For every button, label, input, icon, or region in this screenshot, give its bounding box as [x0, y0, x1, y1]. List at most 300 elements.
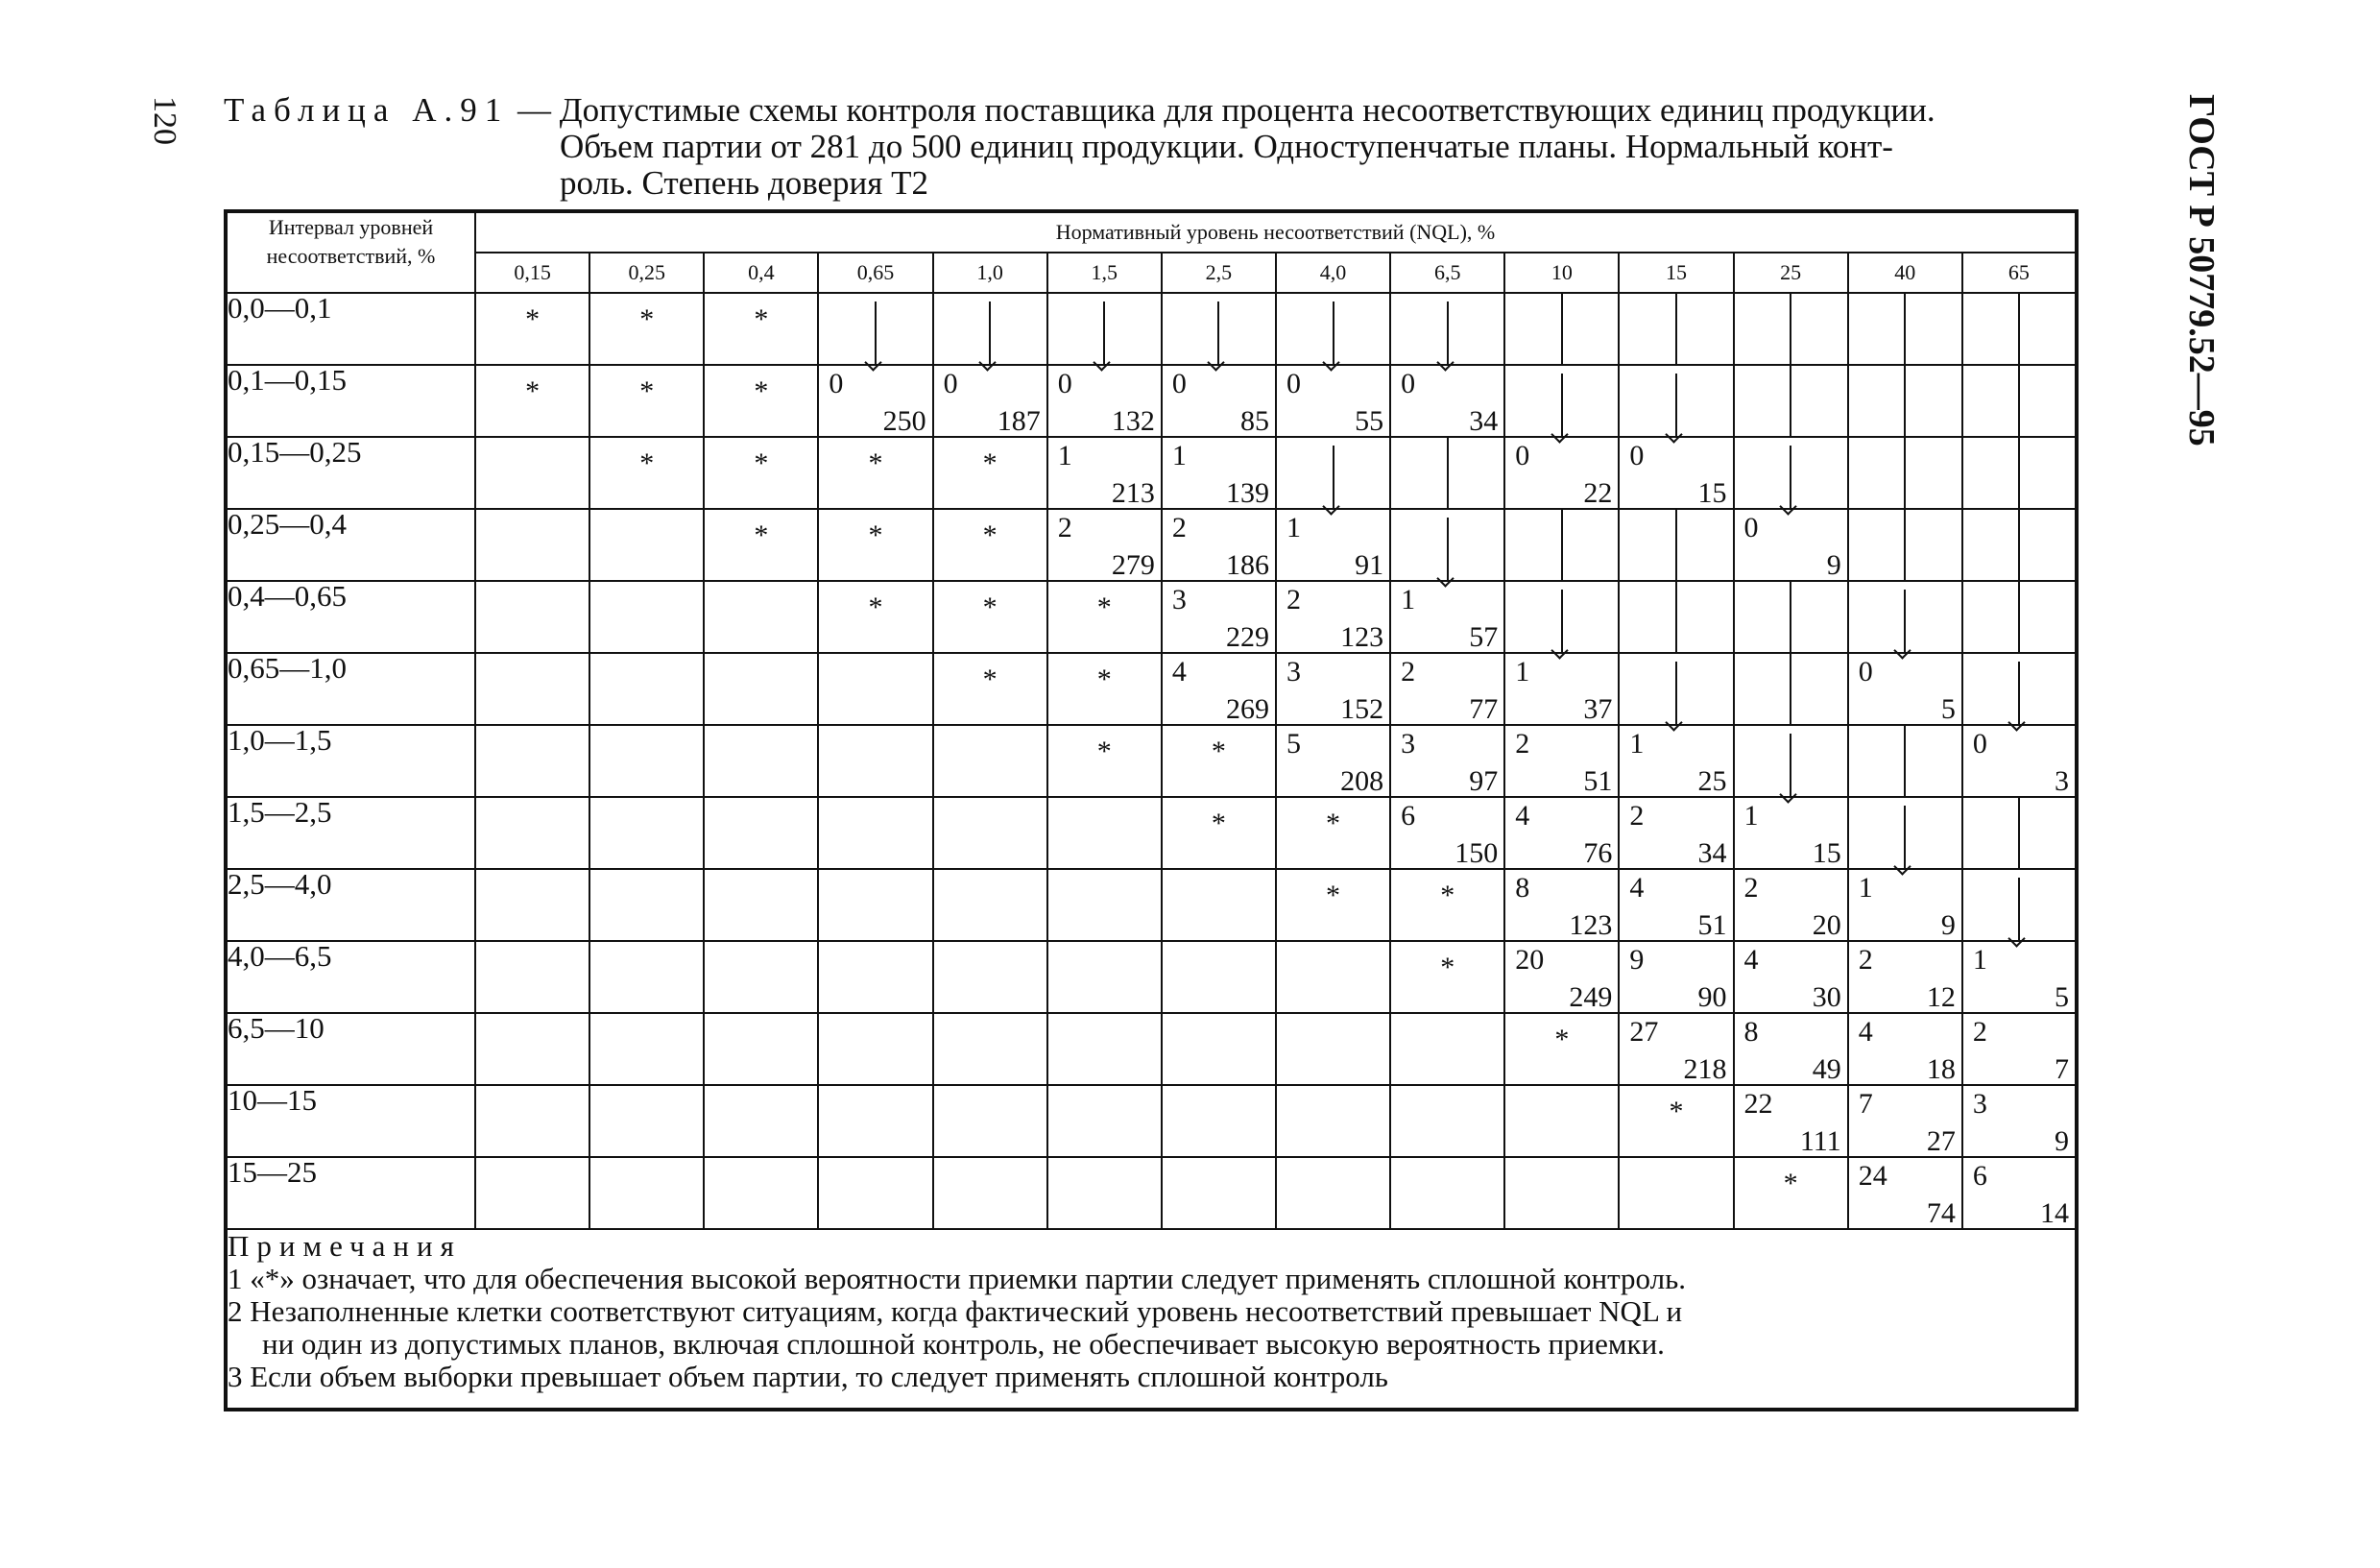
sample-size: 51 [1697, 909, 1727, 941]
sample-size: 14 [2040, 1197, 2069, 1229]
interval-label: 0,25—0,4 [226, 509, 475, 581]
acceptance-number: 1 [1858, 872, 1873, 904]
acceptance-number: 0 [943, 368, 958, 399]
plan-cell [475, 797, 589, 869]
full-inspection-mark: * [754, 519, 769, 551]
sample-size: 152 [1340, 693, 1384, 725]
plan-cell [1962, 653, 2077, 725]
acceptance-number: 0 [1057, 368, 1072, 399]
down-arrow-icon [1447, 302, 1449, 365]
arrow-line-icon [2018, 582, 2020, 652]
plan-cell [1390, 1157, 1504, 1229]
acceptance-number: 4 [1515, 800, 1530, 832]
plan-cell [1047, 293, 1162, 365]
full-inspection-mark: * [639, 375, 655, 407]
plan-cell [589, 581, 704, 653]
sample-size: 218 [1683, 1053, 1727, 1085]
sample-size: 74 [1926, 1197, 1956, 1229]
down-arrow-icon [2018, 662, 2020, 725]
sample-size: 187 [997, 405, 1041, 437]
plan-cell [1619, 293, 1733, 365]
arrow-line-icon [1904, 510, 1906, 580]
full-inspection-mark: * [1211, 736, 1226, 767]
plan-cell [475, 437, 589, 509]
acceptance-number: 2 [1286, 584, 1301, 615]
acceptance-number: 0 [1401, 368, 1416, 399]
sample-size: 208 [1340, 765, 1384, 797]
sample-size: 229 [1225, 621, 1269, 653]
plan-cell [589, 365, 704, 437]
plan-cell [1848, 869, 1962, 941]
sample-size: 57 [1469, 621, 1499, 653]
sample-size: 91 [1355, 549, 1384, 581]
plan-cell [1619, 1157, 1733, 1229]
plan-cell [1276, 293, 1390, 365]
plan-cell [933, 293, 1047, 365]
sample-size: 249 [1569, 981, 1613, 1013]
arrow-line-icon [2018, 510, 2020, 580]
plan-cell [1619, 365, 1733, 437]
plan-cell [475, 581, 589, 653]
plan-cell [589, 293, 704, 365]
plan-cell [1734, 509, 1848, 581]
plan-cell [818, 1013, 932, 1085]
plan-cell [1047, 581, 1162, 653]
sample-size: 27 [1926, 1125, 1956, 1157]
plan-cell [1619, 869, 1733, 941]
plan-cell [1848, 365, 1962, 437]
plan-cell [933, 653, 1047, 725]
plan-cell [1848, 437, 1962, 509]
plan-cell [1390, 941, 1504, 1013]
plan-cell [818, 293, 932, 365]
plan-cell [1390, 581, 1504, 653]
nql-column-header: 0,65 [818, 253, 932, 293]
plan-cell [1848, 293, 1962, 365]
table-caption [224, 92, 2077, 202]
acceptance-number: 3 [1401, 728, 1416, 760]
sample-size: 49 [1812, 1053, 1841, 1085]
plan-cell [704, 437, 818, 509]
plan-cell [1390, 725, 1504, 797]
nql-column-header: 6,5 [1390, 253, 1504, 293]
sample-size: 9 [2055, 1125, 2069, 1157]
arrow-line-icon [1904, 726, 1906, 796]
acceptance-number: 2 [1515, 728, 1530, 760]
plan-cell [818, 509, 932, 581]
plan-cell [1619, 581, 1733, 653]
nql-column-header: 0,4 [704, 253, 818, 293]
plan-cell [933, 1013, 1047, 1085]
plan-cell [933, 869, 1047, 941]
plan-cell [1734, 293, 1848, 365]
plan-cell [1276, 1085, 1390, 1157]
acceptance-number: 8 [1743, 1016, 1759, 1048]
down-arrow-icon [1333, 446, 1334, 509]
plan-cell [704, 725, 818, 797]
table-row [226, 797, 2077, 869]
sample-size: 5 [2055, 981, 2069, 1013]
arrow-line-icon [1675, 582, 1677, 652]
arrow-line-icon [1675, 510, 1677, 580]
full-inspection-mark: * [525, 303, 541, 335]
plan-cell [933, 365, 1047, 437]
sample-size: 111 [1799, 1125, 1841, 1157]
nql-columns-row [226, 253, 2077, 293]
plan-cell [1162, 725, 1276, 797]
full-inspection-mark: * [982, 447, 998, 479]
interval-label: 1,5—2,5 [226, 797, 475, 869]
full-inspection-mark: * [1669, 1096, 1684, 1127]
sample-size: 85 [1239, 405, 1269, 437]
plan-cell [704, 797, 818, 869]
table-body [226, 293, 2077, 1229]
plan-cell [1390, 653, 1504, 725]
full-inspection-mark: * [754, 303, 769, 335]
acceptance-number: 3 [1286, 656, 1301, 688]
acceptance-number: 1 [1629, 728, 1645, 760]
acceptance-number: 3 [1972, 1088, 1987, 1120]
sample-size: 97 [1469, 765, 1499, 797]
interval-label: 1,0—1,5 [226, 725, 475, 797]
arrow-line-icon [1790, 294, 1791, 364]
acceptance-number: 2 [1858, 944, 1873, 976]
plan-cell [1848, 797, 1962, 869]
acceptance-number: 1 [1286, 512, 1301, 543]
acceptance-number: 2 [1057, 512, 1072, 543]
plan-cell [1734, 437, 1848, 509]
plan-cell [1734, 653, 1848, 725]
plan-cell [704, 1157, 818, 1229]
full-inspection-mark: * [525, 375, 541, 407]
acceptance-number: 0 [1858, 656, 1873, 688]
plan-cell [475, 293, 589, 365]
plan-cell [1734, 581, 1848, 653]
full-inspection-mark: * [1440, 880, 1455, 911]
plan-cell [1619, 1013, 1733, 1085]
sample-size: 18 [1926, 1053, 1956, 1085]
down-arrow-icon [1904, 590, 1906, 653]
full-inspection-mark: * [868, 519, 883, 551]
sample-size: 76 [1583, 837, 1613, 869]
down-arrow-icon [1904, 806, 1906, 869]
plan-cell [1162, 1085, 1276, 1157]
plan-cell [933, 725, 1047, 797]
acceptance-number: 7 [1858, 1088, 1873, 1120]
acceptance-number: 2 [1629, 800, 1645, 832]
sample-size: 51 [1583, 765, 1613, 797]
notes-title: Примечания [228, 1229, 462, 1263]
full-inspection-mark: * [754, 447, 769, 479]
plan-cell [1276, 509, 1390, 581]
plan-cell [589, 797, 704, 869]
plan-cell [1162, 797, 1276, 869]
plan-cell [1162, 581, 1276, 653]
acceptance-number: 3 [1171, 584, 1187, 615]
nql-column-header: 65 [1962, 253, 2077, 293]
acceptance-number: 0 [1972, 728, 1987, 760]
full-inspection-mark: * [1096, 591, 1112, 623]
plan-cell [1276, 365, 1390, 437]
plan-cell [1047, 941, 1162, 1013]
plan-cell [1390, 797, 1504, 869]
table-row [226, 581, 2077, 653]
plan-cell [818, 653, 932, 725]
plan-cell [704, 509, 818, 581]
down-arrow-icon [1561, 374, 1563, 437]
plan-cell [589, 1157, 704, 1229]
plan-cell [1047, 1013, 1162, 1085]
acceptance-number: 1 [1401, 584, 1416, 615]
interval-label: 2,5—4,0 [226, 869, 475, 941]
plan-cell [475, 1085, 589, 1157]
plan-cell [1619, 653, 1733, 725]
sample-size: 77 [1469, 693, 1499, 725]
plan-cell [1047, 1085, 1162, 1157]
arrow-line-icon [2018, 294, 2020, 364]
plan-cell [1047, 725, 1162, 797]
table-row [226, 293, 2077, 365]
plan-cell [1734, 1013, 1848, 1085]
plan-cell [589, 1013, 704, 1085]
plan-cell [818, 365, 932, 437]
plan-cell [1734, 1085, 1848, 1157]
plan-cell [1962, 725, 2077, 797]
acceptance-number: 0 [1629, 440, 1645, 471]
full-inspection-mark: * [754, 375, 769, 407]
arrow-line-icon [1447, 438, 1449, 508]
plan-cell [1162, 941, 1276, 1013]
acceptance-number: 2 [1743, 872, 1759, 904]
plan-cell [1962, 509, 2077, 581]
arrow-line-icon [1904, 294, 1906, 364]
plan-cell [1276, 581, 1390, 653]
sample-size: 90 [1697, 981, 1727, 1013]
arrow-line-icon [2018, 438, 2020, 508]
nql-column-header: 4,0 [1276, 253, 1390, 293]
plan-cell [1162, 293, 1276, 365]
note-2a: 2 Незаполненные клетки соответствуют ситуациям, когда фактический уровень несоответствий превышает NQL и [228, 1294, 1683, 1328]
sample-size: 279 [1111, 549, 1155, 581]
acceptance-number: 0 [829, 368, 844, 399]
acceptance-number: 24 [1858, 1160, 1887, 1192]
acceptance-number: 22 [1743, 1088, 1773, 1120]
plan-cell [475, 1157, 589, 1229]
plan-cell [818, 581, 932, 653]
plan-cell [1962, 1085, 2077, 1157]
acceptance-plan-table [224, 209, 2079, 1411]
nql-column-header: 2,5 [1162, 253, 1276, 293]
plan-cell [475, 869, 589, 941]
plan-cell [818, 1085, 932, 1157]
interval-label: 0,4—0,65 [226, 581, 475, 653]
plan-cell [1504, 1013, 1619, 1085]
plan-cell [818, 725, 932, 797]
plan-cell [475, 653, 589, 725]
table-row [226, 1013, 2077, 1085]
caption-label: Таблица А.91 [224, 91, 510, 129]
down-arrow-icon [1561, 590, 1563, 653]
acceptance-number: 6 [1972, 1160, 1987, 1192]
plan-cell [475, 365, 589, 437]
plan-cell [704, 1013, 818, 1085]
acceptance-number: 20 [1515, 944, 1545, 976]
acceptance-number: 1 [1171, 440, 1187, 471]
plan-cell [1276, 437, 1390, 509]
sample-size: 150 [1454, 837, 1499, 869]
acceptance-number: 5 [1286, 728, 1301, 760]
plan-cell [1047, 509, 1162, 581]
acceptance-number: 2 [1401, 656, 1416, 688]
interval-label: 4,0—6,5 [226, 941, 475, 1013]
document-code: ГОСТ Р 50779.52—95 [2181, 94, 2222, 446]
full-inspection-mark: * [1440, 952, 1455, 983]
plan-cell [704, 1085, 818, 1157]
plan-cell [704, 581, 818, 653]
arrow-line-icon [1790, 366, 1791, 436]
plan-cell [933, 509, 1047, 581]
full-inspection-mark: * [1326, 880, 1341, 911]
plan-cell [1504, 653, 1619, 725]
plan-cell [475, 725, 589, 797]
sample-size: 22 [1583, 477, 1613, 509]
plan-cell [475, 509, 589, 581]
down-arrow-icon [1103, 302, 1105, 365]
sample-size: 15 [1697, 477, 1727, 509]
plan-cell [1734, 365, 1848, 437]
plan-cell [704, 941, 818, 1013]
table-row [226, 1157, 2077, 1229]
down-arrow-icon [1790, 446, 1791, 509]
acceptance-number: 4 [1171, 656, 1187, 688]
plan-cell [1162, 365, 1276, 437]
acceptance-number: 0 [1171, 368, 1187, 399]
down-arrow-icon [1333, 302, 1334, 365]
full-inspection-mark: * [1096, 663, 1112, 695]
interval-label: 0,15—0,25 [226, 437, 475, 509]
full-inspection-mark: * [868, 447, 883, 479]
sample-size: 250 [882, 405, 926, 437]
down-arrow-icon [1447, 518, 1449, 581]
acceptance-number: 2 [1972, 1016, 1987, 1048]
acceptance-number: 4 [1629, 872, 1645, 904]
sample-size: 132 [1111, 405, 1155, 437]
plan-cell [933, 797, 1047, 869]
plan-cell [1276, 941, 1390, 1013]
interval-header: Интервал уровней несоответствий, % [226, 211, 475, 293]
plan-cell [589, 725, 704, 797]
acceptance-number: 0 [1515, 440, 1530, 471]
plan-cell [1390, 1085, 1504, 1157]
acceptance-number: 0 [1743, 512, 1759, 543]
plan-cell [1962, 437, 2077, 509]
note-1: 1 «*» означает, что для обеспечения высокой вероятности приемки партии следует применять сплошной контроль. [228, 1262, 1686, 1295]
arrow-line-icon [1675, 294, 1677, 364]
full-inspection-mark: * [982, 663, 998, 695]
plan-cell [1848, 1013, 1962, 1085]
interval-label: 15—25 [226, 1157, 475, 1229]
plan-cell [1390, 437, 1504, 509]
full-inspection-mark: * [639, 447, 655, 479]
sample-size: 9 [1826, 549, 1841, 581]
plan-cell [1848, 1157, 1962, 1229]
plan-cell [933, 941, 1047, 1013]
plan-cell [589, 941, 704, 1013]
plan-cell [1619, 941, 1733, 1013]
plan-cell [1390, 509, 1504, 581]
plan-cell [1047, 1157, 1162, 1229]
plan-cell [1504, 797, 1619, 869]
full-inspection-mark: * [1326, 808, 1341, 839]
full-inspection-mark: * [982, 519, 998, 551]
acceptance-number: 27 [1629, 1016, 1659, 1048]
nql-column-header: 10 [1504, 253, 1619, 293]
arrow-line-icon [1790, 582, 1791, 652]
sample-size: 269 [1225, 693, 1269, 725]
acceptance-number: 4 [1743, 944, 1759, 976]
nql-column-header: 0,25 [589, 253, 704, 293]
plan-cell [1276, 797, 1390, 869]
page-number: 120 [147, 96, 182, 145]
plan-cell [1504, 869, 1619, 941]
plan-cell [933, 1085, 1047, 1157]
plan-cell [1962, 293, 2077, 365]
sample-size: 5 [1940, 693, 1956, 725]
full-inspection-mark: * [1211, 808, 1226, 839]
down-arrow-icon [875, 302, 877, 365]
plan-cell [1962, 797, 2077, 869]
plan-cell [1962, 941, 2077, 1013]
plan-cell [475, 941, 589, 1013]
arrow-line-icon [1790, 654, 1791, 724]
plan-cell [1962, 365, 2077, 437]
sample-size: 34 [1697, 837, 1727, 869]
full-inspection-mark: * [1783, 1168, 1798, 1199]
plan-cell [818, 437, 932, 509]
arrow-line-icon [1561, 294, 1563, 364]
plan-cell [933, 1157, 1047, 1229]
full-inspection-mark: * [1554, 1024, 1570, 1055]
sample-size: 15 [1812, 837, 1841, 869]
interval-label: 6,5—10 [226, 1013, 475, 1085]
plan-cell [1619, 725, 1733, 797]
acceptance-number: 1 [1972, 944, 1987, 976]
sample-size: 30 [1812, 981, 1841, 1013]
caption-line-1: — Допустимые схемы контроля поставщика для процента несоответствующих единиц продукции. [509, 91, 1935, 129]
plan-cell [1047, 653, 1162, 725]
notes-block [226, 1229, 2077, 1410]
plan-cell [1047, 437, 1162, 509]
sample-size: 12 [1926, 981, 1956, 1013]
sample-size: 213 [1111, 477, 1155, 509]
plan-cell [475, 1013, 589, 1085]
plan-cell [1276, 653, 1390, 725]
sample-size: 9 [1940, 909, 1956, 941]
plan-cell [1047, 797, 1162, 869]
acceptance-number: 1 [1515, 656, 1530, 688]
interval-label: 0,1—0,15 [226, 365, 475, 437]
plan-cell [1619, 509, 1733, 581]
plan-cell [1276, 1157, 1390, 1229]
arrow-line-icon [2018, 366, 2020, 436]
down-arrow-icon [1790, 734, 1791, 797]
arrow-line-icon [2018, 798, 2020, 868]
plan-cell [704, 365, 818, 437]
plan-cell [1390, 869, 1504, 941]
down-arrow-icon [1675, 662, 1677, 725]
plan-cell [1504, 293, 1619, 365]
plan-cell [1276, 1013, 1390, 1085]
